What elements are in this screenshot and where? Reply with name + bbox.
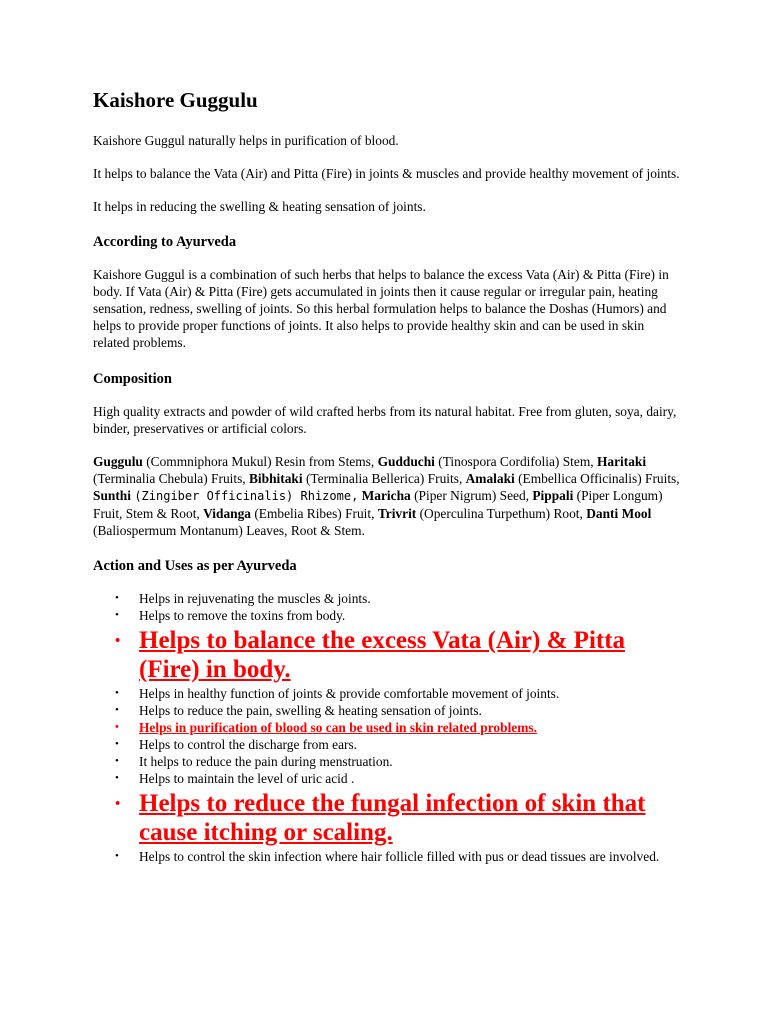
herb-desc: (Embelia Ribes) Fruit, [251, 506, 378, 521]
list-item-highlight: • Helps to reduce the fungal infection of skin that cause itching or scaling. [115, 790, 646, 846]
herb-name: Trivrit [377, 506, 417, 521]
herb-name: Maricha [361, 488, 411, 503]
list-item: • Helps to remove the toxins from body. [115, 608, 346, 623]
herb-desc: (Terminalia Bellerica) Fruits, [302, 471, 466, 486]
herb-name: Gudduchi [377, 454, 435, 469]
ayurveda-paragraph: Kaishore Guggul is a combination of such herbs that helps to balance the excess Vata (Air) & Pitta (Fire) in body. If Vata (Air) & Pitta (Fire) gets accumulated in joints then it cause regular or irregular pain, heating sensation, redness, swelling of joints. So this herbal formulation helps to balance the Doshas (Humors) and helps to provide proper functions of joints. It also helps to provide healthy skin and can be used in skin related problems. [93, 267, 669, 350]
bullet-icon: • [115, 687, 119, 699]
herb-name: Bibhitaki [249, 471, 303, 486]
herb-desc: (Commniphora Mukul) Resin from Stems, [142, 454, 378, 469]
herb-desc: (Piper Longum) Fruit, Stem & Root, [93, 488, 663, 521]
herb-name: Sunthi [93, 488, 131, 503]
herb-desc: (Embellica Officinalis) Fruits, [514, 471, 680, 486]
list-item: • Helps in rejuvenating the muscles & joints. [115, 591, 371, 606]
herb-name: Amalaki [465, 471, 515, 486]
list-item-highlight: • Helps to balance the excess Vata (Air) & Pitta (Fire) in body. [115, 627, 626, 683]
bullet-icon: • [115, 796, 121, 812]
bullet-icon: • [115, 592, 119, 604]
composition-paragraph: High quality extracts and powder of wild crafted herbs from its natural habitat. Free from gluten, soya, dairy, binder, preservatives or artificial colors. [93, 404, 677, 436]
bullet-icon: • [115, 738, 119, 750]
herb-name: Vidanga [203, 506, 251, 521]
herb-name: Danti Mool [586, 506, 652, 521]
intro-paragraph-2: It helps to balance the Vata (Air) and Pitta (Fire) in joints & muscles and provide healthy movement of joints. [93, 166, 680, 181]
herb-desc: (Tinospora Cordifolia) Stem, [434, 454, 597, 469]
list-item-red: • Helps in purification of blood so can be used in skin related problems. [115, 720, 537, 735]
page-title: Kaishore Guggulu [93, 88, 258, 112]
herb-desc: (Piper Nigrum) Seed, [410, 488, 533, 503]
composition-heading: Composition [93, 371, 172, 387]
herb-list [93, 453, 683, 539]
bullet-icon: • [115, 633, 121, 649]
herb-name: Pippali [532, 488, 574, 503]
bullet-icon: • [115, 609, 119, 621]
list-item: • Helps in healthy function of joints & provide comfortable movement of joints. [115, 686, 560, 701]
uses-heading: Action and Uses as per Ayurveda [93, 558, 297, 574]
herb-name: Haritaki [596, 454, 647, 469]
herb-desc: (Operculina Turpethum) Root, [416, 506, 587, 521]
list-item: • Helps to control the skin infection where hair follicle filled with pus or dead tissues are involved. [115, 849, 660, 864]
ayurveda-heading: According to Ayurveda [93, 234, 237, 250]
list-item: • Helps to maintain the level of uric acid . [115, 771, 355, 786]
intro-paragraph-3: It helps in reducing the swelling & heating sensation of joints. [93, 199, 426, 214]
bullet-icon: • [115, 850, 119, 862]
bullet-icon: • [115, 704, 119, 716]
bullet-icon: • [115, 755, 119, 767]
herb-name: Guggulu [93, 454, 143, 469]
herb-desc: (Terminalia Chebula) Fruits, [93, 471, 249, 486]
bullet-icon: • [115, 772, 119, 784]
list-item: • It helps to reduce the pain during menstruation. [115, 754, 393, 769]
list-item: • Helps to control the discharge from ears. [115, 737, 358, 752]
herb-desc-rhizome: (Zingiber Officinalis) Rhizome, [134, 489, 359, 503]
bullet-icon: • [115, 721, 119, 733]
list-item: • Helps to reduce the pain, swelling & heating sensation of joints. [115, 703, 482, 718]
intro-paragraph-1: Kaishore Guggul naturally helps in purification of blood. [93, 133, 399, 148]
document-content [93, 86, 683, 865]
uses-list [93, 590, 683, 865]
herb-desc: (Baliospermum Montanum) Leaves, Root & Stem. [93, 523, 365, 538]
